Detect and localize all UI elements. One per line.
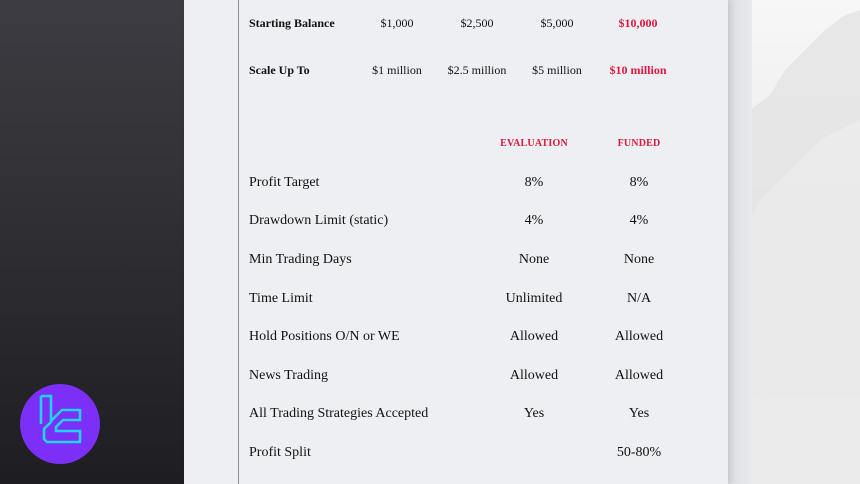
plan-value-highlight: $10,000 <box>618 16 658 30</box>
rule-label: News Trading <box>249 368 328 383</box>
evaluation-value: 8% <box>524 175 544 190</box>
plan-value: $5,000 <box>540 16 574 30</box>
rules-row <box>0 368 860 388</box>
funded-value: 4% <box>629 213 649 228</box>
funded-value: Allowed <box>614 329 664 344</box>
evaluation-value: Yes <box>523 406 545 421</box>
funded-value: Yes <box>628 406 650 421</box>
rule-label: Time Limit <box>249 291 313 306</box>
header-funded: FUNDED <box>617 138 661 149</box>
plan-value-highlight: $10 million <box>609 63 667 77</box>
plan-value: $2.5 million <box>447 63 507 77</box>
rule-label: Profit Split <box>249 445 311 460</box>
rules-row <box>0 213 860 233</box>
rule-label: Drawdown Limit (static) <box>249 213 389 228</box>
funded-value: None <box>623 252 655 267</box>
evaluation-value: Allowed <box>509 368 559 383</box>
tradingfinder-logo-icon <box>20 384 100 464</box>
evaluation-value: Unlimited <box>505 291 563 306</box>
funded-value: Allowed <box>614 368 664 383</box>
funded-value: 50-80% <box>616 445 662 460</box>
rules-row <box>0 329 860 349</box>
evaluation-value: None <box>518 252 550 267</box>
brand-logo <box>20 384 100 464</box>
header-evaluation: EVALUATION <box>500 138 568 149</box>
plan-value: $1,000 <box>380 16 414 30</box>
evaluation-value: Allowed <box>509 329 559 344</box>
rules-row <box>0 291 860 311</box>
rules-row <box>0 175 860 195</box>
evaluation-value: 4% <box>524 213 544 228</box>
plan-value: $5 million <box>532 63 582 77</box>
plans-row-starting-balance <box>0 16 860 36</box>
rules-row <box>0 406 860 426</box>
funded-value: N/A <box>626 291 652 306</box>
rule-label: Hold Positions O/N or WE <box>249 329 400 344</box>
plan-value: $1 million <box>372 63 422 77</box>
funded-value: 8% <box>629 175 649 190</box>
row-label: Scale Up To <box>249 63 310 77</box>
rule-label: All Trading Strategies Accepted <box>249 406 429 421</box>
rule-label: Profit Target <box>249 175 320 190</box>
rules-header-row <box>0 138 860 158</box>
plan-value: $2,500 <box>460 16 494 30</box>
row-label: Starting Balance <box>249 16 335 30</box>
rules-row <box>0 445 860 465</box>
rules-row <box>0 252 860 272</box>
plans-row-scale-up <box>0 63 860 83</box>
rule-label: Min Trading Days <box>249 252 352 267</box>
